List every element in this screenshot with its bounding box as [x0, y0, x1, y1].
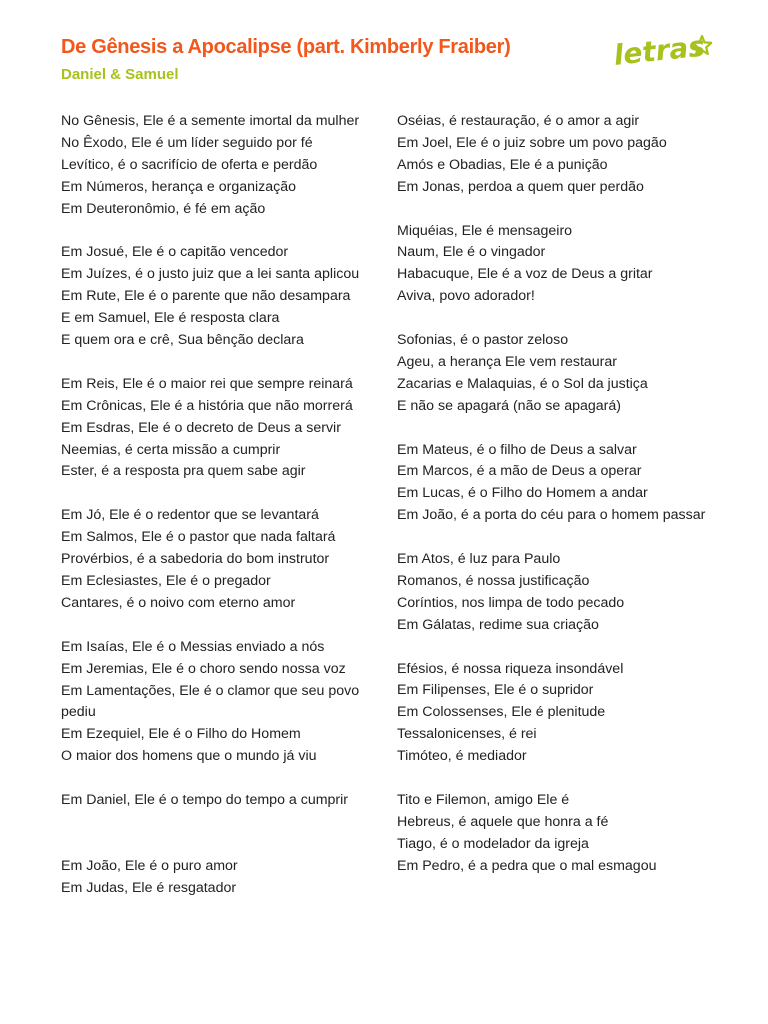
lyric-line: Em Jonas, perdoa a quem quer perdão — [397, 178, 644, 195]
lyric-line: Em Judas, Ele é resgatador — [61, 879, 237, 896]
lyric-line: Em Gálatas, redime sua criação — [397, 616, 599, 633]
lyric-line: Em Pedro, é a pedra que o mal esmagou — [397, 857, 657, 874]
lyric-line: Cantares, é o noivo com eterno amor — [61, 594, 296, 611]
lyric-line: Em Reis, Ele é o maior rei que sempre reinará — [61, 375, 353, 392]
lyric-line: E não se apagará (não se apagará) — [397, 397, 622, 414]
lyrics-left-column — [61, 111, 371, 921]
lyric-line: O maior dos homens que o mundo já viu — [61, 748, 317, 765]
lyric-line: Naum, Ele é o vingador — [397, 244, 546, 261]
lyric-line: Em Salmos, Ele é o pastor que nada faltará — [61, 529, 336, 546]
lyric-line: No Gênesis, Ele é a semente imortal da mulher — [61, 113, 360, 129]
lyric-line: Levítico, é o sacrifício de oferta e perdão — [61, 156, 318, 173]
lyrics-right-column — [397, 111, 707, 900]
lyric-line: Em João, é a porta do céu para o homem passar — [397, 507, 706, 524]
lyric-line: Em Colossenses, Ele é plenitude — [397, 704, 606, 721]
lyric-line: Aviva, povo adorador! — [397, 288, 535, 305]
lyric-line: Amós e Obadias, Ele é a punição — [397, 156, 608, 173]
lyric-line: Em Josué, Ele é o capitão vencedor — [61, 244, 289, 261]
lyric-line: Hebreus, é aquele que honra a fé — [397, 813, 609, 830]
lyric-line: Em Lucas, é o Filho do Homem a andar — [397, 485, 648, 502]
lyric-line: No Êxodo, Ele é um líder seguido por fé — [61, 134, 313, 151]
lyric-line: Em Rute, Ele é o parente que não desampara — [61, 288, 351, 305]
lyric-line: Ageu, a herança Ele vem restaurar — [397, 353, 618, 370]
lyrics-stanza — [397, 549, 707, 637]
lyrics-stanza — [397, 111, 707, 199]
lyrics-stanza — [397, 221, 707, 309]
letras-logo[interactable] — [612, 30, 712, 72]
lyric-line: Em Jeremias, Ele é o choro sendo nossa voz — [61, 660, 346, 677]
lyrics-stanza — [61, 790, 371, 812]
letras-logo-text: letras — [612, 30, 707, 72]
lyric-line: E quem ora e crê, Sua bênção declara — [61, 332, 304, 349]
lyrics-stanza — [61, 505, 371, 615]
lyric-line: Sofonias, é o pastor zeloso — [397, 332, 569, 349]
lyric-line: Em Jó, Ele é o redentor que se levantará — [61, 507, 319, 524]
lyric-line: Coríntios, nos limpa de todo pecado — [397, 594, 625, 611]
lyric-line: Em Esdras, Ele é o decreto de Deus a servir — [61, 419, 341, 436]
lyric-line: Em Joel, Ele é o juiz sobre um povo pagão — [397, 134, 667, 151]
lyric-line: Romanos, é nossa justificação — [397, 572, 590, 589]
lyric-line: Em Juízes, é o justo juiz que a lei santa aplicou — [61, 266, 360, 283]
lyric-line: Em Números, herança e organização — [61, 178, 297, 195]
song-title: De Gênesis a Apocalipse (part. Kimberly Fraiber) — [61, 36, 511, 58]
lyric-line: Em Ezequiel, Ele é o Filho do Homem — [61, 726, 301, 743]
lyric-line: Em Atos, é luz para Paulo — [397, 551, 561, 568]
lyric-line: Oséias, é restauração, é o amor a agir — [397, 113, 640, 129]
lyrics-stanza — [61, 111, 371, 221]
lyric-line: Tiago, é o modelador da igreja — [397, 835, 589, 852]
lyrics-stanza — [61, 856, 371, 900]
lyric-line: Efésios, é nossa riqueza insondável — [397, 660, 624, 677]
lyric-line: Em Filipenses, Ele é o supridor — [397, 682, 594, 699]
lyric-line: E em Samuel, Ele é resposta clara — [61, 310, 280, 327]
lyric-line: Zacarias e Malaquias, é o Sol da justiça — [397, 375, 648, 392]
lyric-line: Tessalonicenses, é rei — [397, 726, 537, 743]
lyric-line: Em Crônicas, Ele é a história que não morrerá — [61, 397, 353, 414]
lyric-line: Miquéias, Ele é mensageiro — [397, 222, 573, 239]
lyric-line: Provérbios, é a sabedoria do bom instrutor — [61, 551, 330, 568]
lyrics-stanza — [61, 242, 371, 352]
lyric-line: Ester, é a resposta pra quem sabe agir — [61, 463, 306, 480]
lyrics-stanza — [61, 374, 371, 484]
lyric-line: Em Marcos, é a mão de Deus a operar — [397, 463, 642, 480]
lyric-line: Em João, Ele é o puro amor — [61, 857, 238, 874]
lyric-line: Em Mateus, é o filho de Deus a salvar — [397, 441, 637, 458]
lyrics-stanza — [397, 790, 707, 878]
lyrics-stanza — [397, 440, 707, 528]
lyric-line: Em Lamentações, Ele é o clamor que seu povo pediu — [61, 682, 360, 721]
lyrics-stanza — [61, 637, 371, 768]
lyric-line: Timóteo, é mediador — [397, 748, 527, 765]
lyrics-stanza — [397, 659, 707, 769]
lyric-line: Habacuque, Ele é a voz de Deus a gritar — [397, 266, 653, 283]
lyric-line: Tito e Filemon, amigo Ele é — [397, 792, 570, 808]
lyric-line: Em Deuteronômio, é fé em ação — [61, 200, 266, 217]
artist-name[interactable]: Daniel & Samuel — [61, 66, 179, 83]
lyrics-stanza — [397, 330, 707, 418]
lyric-line: Neemias, é certa missão a cumprir — [61, 441, 281, 458]
lyric-line: Em Daniel, Ele é o tempo do tempo a cumprir — [61, 792, 349, 809]
lyric-line: Em Isaías, Ele é o Messias enviado a nós — [61, 638, 325, 655]
lyric-line: Em Eclesiastes, Ele é o pregador — [61, 572, 271, 589]
